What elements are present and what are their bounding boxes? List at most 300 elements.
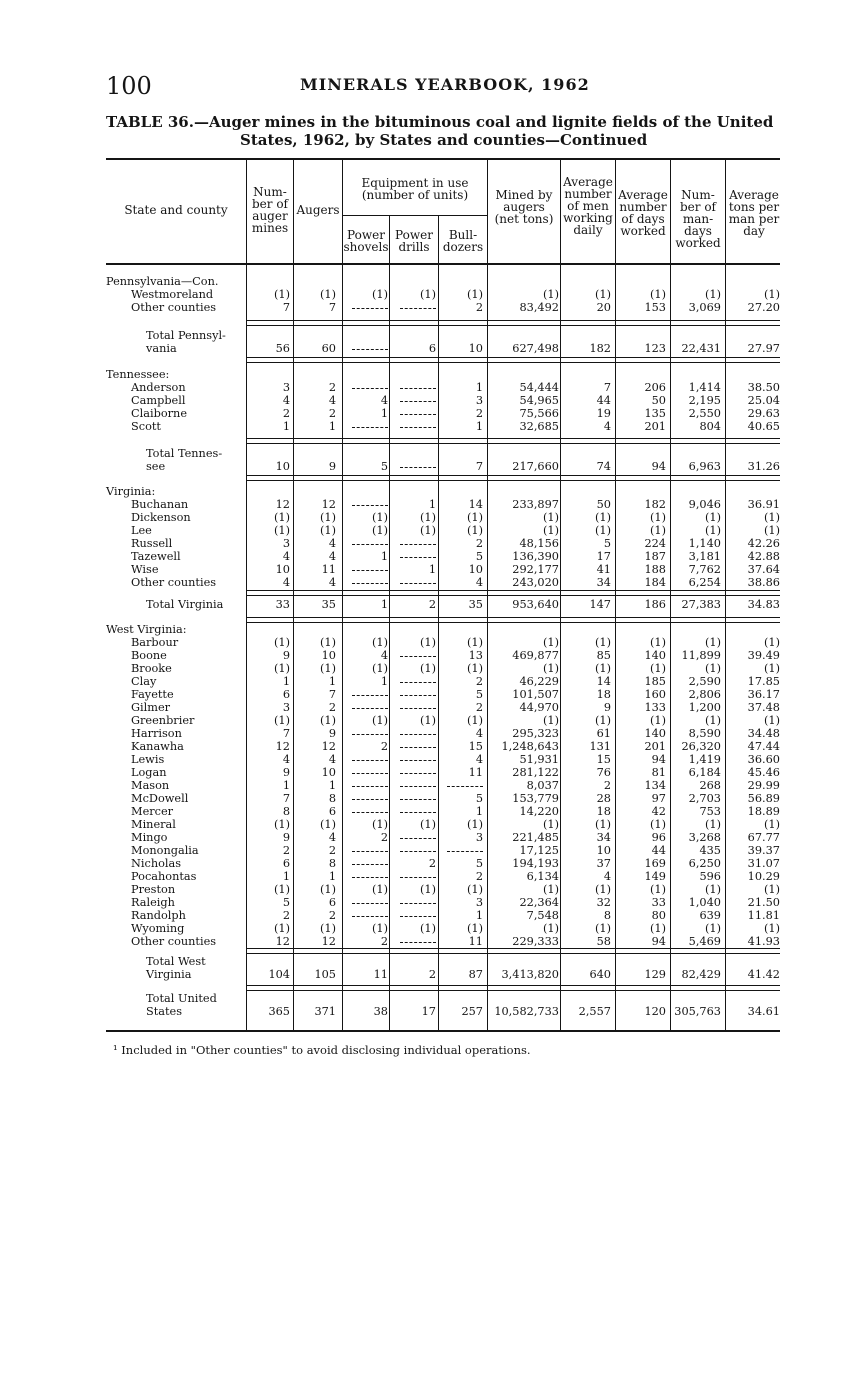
table-cell: 182 [644,498,666,511]
table-cell: 6,184 [688,766,721,779]
table-cell: 3 [475,896,483,909]
table-cell: 2 [475,701,483,714]
table-cell: 33 [275,598,290,611]
table-cell: 221,485 [512,831,559,844]
table-cell: 11 [321,563,336,576]
table-cell: 5,469 [688,935,721,948]
table-cell: 9 [282,766,290,779]
table-cell: 3 [282,701,290,714]
table-cell: 34.48 [747,727,780,740]
header-line: dozers [442,240,484,254]
table-cell: (1) [319,818,336,831]
row-label: Campbell [131,394,186,407]
table-row [106,883,782,896]
table-cell: (1) [542,636,559,649]
table-cell: 1,248,643 [501,740,559,753]
table-cell: 3,181 [688,550,721,563]
table-cell [346,857,388,870]
table-cell: 12 [275,935,290,948]
table-bottom-rule [106,1030,780,1032]
blank-dash [352,695,388,696]
table-cell: 42.88 [747,550,780,563]
table-cell: 22,431 [681,342,721,355]
table-cell [346,753,388,766]
table-cell: 32 [596,896,611,909]
table-cell [346,576,388,589]
table-cell: 1 [282,779,290,792]
table-cell: 4 [380,394,388,407]
table-cell: (1) [319,524,336,537]
table-cell: 129 [644,968,666,981]
table-cell: 20 [596,301,611,314]
table-cell: 136,390 [512,550,559,563]
table-cell [346,701,388,714]
table-cell: 147 [589,598,611,611]
table-cell: 2 [282,407,290,420]
table-cell: (1) [704,288,721,301]
table-cell: (1) [419,818,436,831]
blank-dash [400,838,436,839]
table-cell: 8 [603,909,611,922]
table-cell: 2,550 [688,407,721,420]
row-label: Brooke [131,662,172,675]
row-label: Nicholas [131,857,182,870]
table-cell: 4 [603,420,611,433]
table-cell: 22,364 [519,896,559,909]
header-line: drills [398,240,430,254]
table-cell: 34.61 [747,1005,780,1018]
table-cell: (1) [594,511,611,524]
blank-dash [400,786,436,787]
table-cell: 365 [268,1005,290,1018]
table-cell: 292,177 [512,563,559,576]
table-cell [346,805,388,818]
table-cell: 81 [651,766,666,779]
table-cell: 4 [475,576,483,589]
table-cell: 15 [468,740,483,753]
table-cell: 4 [282,576,290,589]
header-line: Power [395,228,433,242]
table-cell: 56.89 [747,792,780,805]
blank-dash [400,467,436,468]
header-line: mines [251,221,289,235]
table-cell [394,831,436,844]
table-cell: 67.77 [747,831,780,844]
total-row [106,447,782,460]
header-line: (net tons) [494,212,554,226]
row-label: Virginia: [106,485,156,498]
table-cell [346,896,388,909]
table-row [106,649,782,662]
table-cell: 188 [644,563,666,576]
table-cell: 131 [589,740,611,753]
table-row [106,922,782,935]
table-cell [394,649,436,662]
table-row [106,407,782,420]
table-cell: 34.83 [747,598,780,611]
state-row [106,623,782,636]
header-mined [488,189,560,225]
blank-dash [352,544,388,545]
table-cell: 8,590 [688,727,721,740]
table-cell: (1) [466,922,483,935]
table-cell: (1) [649,714,666,727]
table-cell: 1 [282,870,290,883]
row-label: Mercer [131,805,174,818]
blank-dash [400,760,436,761]
table-cell [394,420,436,433]
running-head: MINERALS YEARBOOK, 1962 [300,75,590,94]
blank-dash [352,812,388,813]
table-cell [394,701,436,714]
header-line: worked [620,224,666,238]
table-cell: 7 [282,301,290,314]
table-cell: 8 [328,857,336,870]
blank-dash [352,708,388,709]
header-line: auger [252,209,288,223]
table-cell: 51,931 [519,753,559,766]
table-cell: 469,877 [512,649,559,662]
table-cell: (1) [319,636,336,649]
header-line: tons per [728,200,780,214]
table-cell: (1) [273,636,290,649]
blank-dash [400,903,436,904]
row-label: Lewis [131,753,165,766]
row-label: Wise [131,563,159,576]
table-cell: 10 [596,844,611,857]
row-label: Total United [146,992,217,1005]
total-separator [246,438,780,444]
table-cell: 56 [275,342,290,355]
table-row [106,896,782,909]
table-cell [346,870,388,883]
total-row [106,968,782,981]
table-cell: 233,897 [512,498,559,511]
table-cell: 2 [475,407,483,420]
state-row [106,485,782,498]
table-cell: 50 [596,498,611,511]
table-cell: (1) [273,818,290,831]
table-cell [394,779,436,792]
table-cell: 94 [651,935,666,948]
blank-dash [400,414,436,415]
table-cell: 804 [699,420,721,433]
table-cell [394,766,436,779]
blank-dash [352,349,388,350]
row-label: Mineral [131,818,176,831]
table-cell: 4 [475,753,483,766]
table-row [106,524,782,537]
total-row [106,460,782,473]
table-cell: 8 [328,792,336,805]
table-cell: 1 [475,420,483,433]
table-cell: 37.48 [747,701,780,714]
table-cell: 7 [475,460,483,473]
header-line: man- [682,212,714,226]
table-cell: 1 [328,675,336,688]
table-cell: 37 [596,857,611,870]
table-cell: 194,193 [512,857,559,870]
header-avg-tons [726,189,782,237]
table-cell [346,342,388,355]
table-cell: 2 [428,968,436,981]
row-label: Harrison [131,727,182,740]
table-cell: 61 [596,727,611,740]
table-cell [346,844,388,857]
header-bottom-rule [106,263,780,265]
table-cell: 1 [428,563,436,576]
table-cell: 41.42 [747,968,780,981]
table-cell: 153 [644,301,666,314]
row-label: Greenbrier [131,714,195,727]
row-label: Preston [131,883,176,896]
header-line: of days [621,212,665,226]
table-row [106,935,782,948]
table-cell [394,805,436,818]
table-cell: 4 [328,753,336,766]
blank-dash [447,786,483,787]
table-cell: 104 [268,968,290,981]
table-cell: 10 [275,460,290,473]
total-separator [246,590,780,596]
table-cell: 17 [596,550,611,563]
table-cell: 639 [699,909,721,922]
table-cell: (1) [649,288,666,301]
table-cell: (1) [594,818,611,831]
total-row [106,598,782,611]
blank-dash [400,708,436,709]
table-cell: 6,963 [688,460,721,473]
table-cell: 2 [328,407,336,420]
table-cell: 268 [699,779,721,792]
table-cell: (1) [649,922,666,935]
table-cell: 35 [321,598,336,611]
table-cell: (1) [371,883,388,896]
table-cell: 14 [596,675,611,688]
table-cell: 25.04 [747,394,780,407]
table-cell: (1) [594,883,611,896]
row-label: Fayette [131,688,174,701]
table-cell: 48,156 [519,537,559,550]
table-row [106,792,782,805]
header-line: number [564,187,612,201]
table-cell: (1) [542,883,559,896]
header-line: Equipment in use [361,176,469,190]
table-cell: (1) [649,524,666,537]
row-label: Randolph [131,909,186,922]
header-line: daily [573,223,603,237]
table-cell: 3,413,820 [501,968,559,981]
table-cell: 217,660 [512,460,559,473]
table-cell: 160 [644,688,666,701]
table-row [106,779,782,792]
row-label: Barbour [131,636,179,649]
table-cell: 14,220 [519,805,559,818]
table-cell: (1) [542,662,559,675]
blank-dash [352,799,388,800]
table-cell: 41.93 [747,935,780,948]
table-cell: 41 [596,563,611,576]
table-cell: (1) [594,636,611,649]
table-cell: 50 [651,394,666,407]
state-row [106,275,782,288]
table-row [106,805,782,818]
table-row [106,870,782,883]
table-cell: 5 [475,857,483,870]
table-cell: (1) [273,714,290,727]
table-cell: 6,250 [688,857,721,870]
table-cell: 5 [475,688,483,701]
table-cell [441,844,483,857]
table-cell [394,550,436,563]
header-avg-days [616,189,670,237]
table-cell: 17,125 [519,844,559,857]
table-cell: 36.17 [747,688,780,701]
blank-dash [400,427,436,428]
table-cell: 187 [644,550,666,563]
table-cell: 13 [468,649,483,662]
total-separator [246,357,780,363]
table-cell: 2 [428,857,436,870]
table-cell: 11 [468,935,483,948]
table-cell: (1) [419,636,436,649]
table-cell: (1) [704,883,721,896]
table-cell: (1) [419,922,436,935]
state-row [106,368,782,381]
table-cell: 10 [321,766,336,779]
table-row [106,753,782,766]
blank-dash [400,388,436,389]
table-row [106,511,782,524]
table-cell: 6,254 [688,576,721,589]
header-line: ber of [680,200,716,214]
table-cell: 4 [475,727,483,740]
table-cell: (1) [763,818,780,831]
table-row [106,636,782,649]
row-label: Total Tennes- [146,447,223,460]
row-label: West Virginia: [106,623,187,636]
table-cell: 28 [596,792,611,805]
table-cell: 1,040 [688,896,721,909]
table-cell: 9 [282,649,290,662]
table-cell: 3 [282,381,290,394]
row-label: vania [146,342,177,355]
table-cell: 39.49 [747,649,780,662]
table-cell: 6 [428,342,436,355]
table-cell: 953,640 [512,598,559,611]
table-cell: 21.50 [747,896,780,909]
blank-dash [352,570,388,571]
table-cell: 44 [596,394,611,407]
table-cell: 6 [328,805,336,818]
table-cell: 1 [475,909,483,922]
table-cell: 105 [314,968,336,981]
table-cell: 2 [328,844,336,857]
table-cell: (1) [466,883,483,896]
table-cell: 1 [428,498,436,511]
table-cell: 2 [603,779,611,792]
header-augers: Augers [296,203,340,217]
table-cell: 9 [603,701,611,714]
table-cell: (1) [371,288,388,301]
table-cell: 7 [328,301,336,314]
row-label: Other counties [131,576,217,589]
table-cell [394,460,436,473]
table-cell: 4 [380,649,388,662]
table-cell: 2 [475,675,483,688]
table-cell: (1) [542,524,559,537]
table-cell: (1) [419,524,436,537]
table-cell: 186 [644,598,666,611]
table-cell: (1) [319,922,336,935]
table-cell: 38.50 [747,381,780,394]
table-cell: 2,806 [688,688,721,701]
table-cell: 5 [282,896,290,909]
table-cell: (1) [371,818,388,831]
table-cell: 1 [380,598,388,611]
page-number: 100 [106,72,152,100]
row-label: Logan [131,766,167,779]
row-label: Scott [131,420,161,433]
table-cell: (1) [419,714,436,727]
header-bulldozers [439,229,487,253]
table-cell: 1,200 [688,701,721,714]
table-cell: 753 [699,805,721,818]
header-equipment [343,177,487,201]
table-cell [394,753,436,766]
table-cell: 74 [596,460,611,473]
row-label: Clay [131,675,157,688]
table-cell: (1) [704,524,721,537]
table-cell: 45.46 [747,766,780,779]
table-cell: (1) [594,524,611,537]
blank-dash [400,799,436,800]
table-cell: 1 [475,381,483,394]
table-cell: 9,046 [688,498,721,511]
table-cell: 9 [282,831,290,844]
table-row [106,662,782,675]
table-cell: 3,069 [688,301,721,314]
table-cell: 17.85 [747,675,780,688]
table-cell: 9 [328,460,336,473]
table-cell [441,779,483,792]
table-cell: (1) [466,511,483,524]
table-cell: 627,498 [512,342,559,355]
table-cell: 2 [428,598,436,611]
row-label: Kanawha [131,740,184,753]
table-cell: 85 [596,649,611,662]
header-line: of men [567,199,609,213]
table-cell: 54,965 [519,394,559,407]
table-cell: (1) [466,288,483,301]
table-cell: 83,492 [519,301,559,314]
table-cell: 10 [468,342,483,355]
table-cell: 2 [475,301,483,314]
blank-dash [352,505,388,506]
blank-dash [400,557,436,558]
row-label: Wyoming [131,922,185,935]
table-cell: 182 [589,342,611,355]
table-cell: 1 [282,420,290,433]
blank-dash [400,812,436,813]
table-cell: (1) [542,288,559,301]
table-top-rule [106,158,780,160]
row-label: Total West [146,955,206,968]
table-cell: (1) [763,714,780,727]
table-cell: (1) [649,511,666,524]
table-cell: 42 [651,805,666,818]
blank-dash [400,544,436,545]
